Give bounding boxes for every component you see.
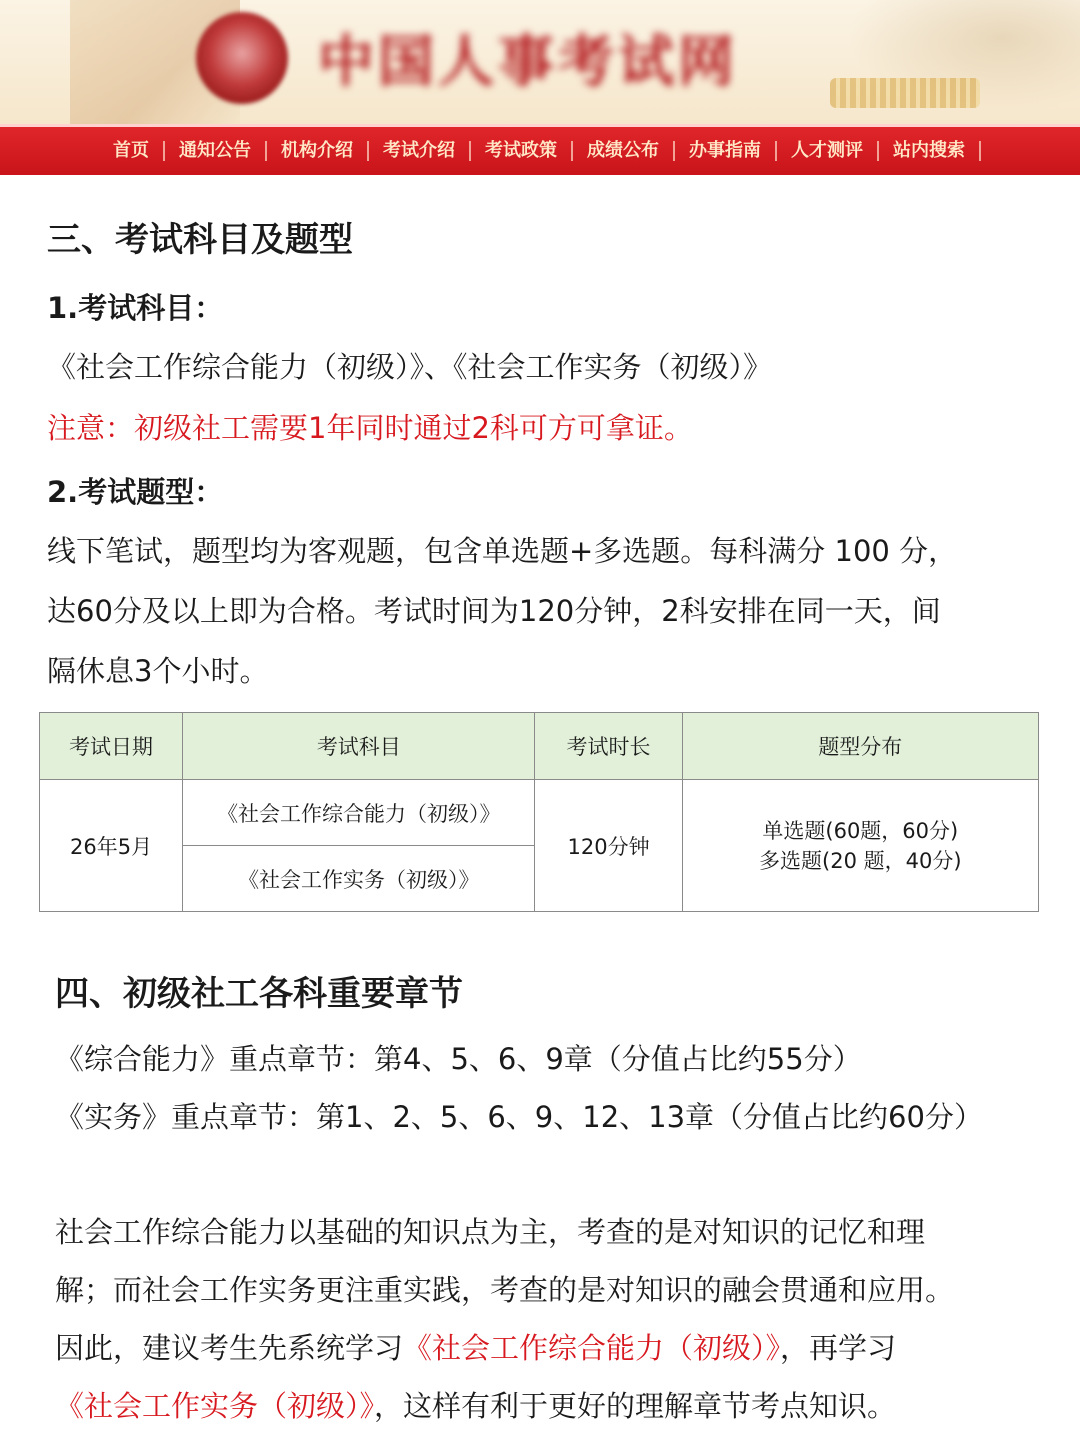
nav-item-scores[interactable]: 成绩公布 [573, 141, 675, 161]
advice-paragraph-line-1: 社会工作综合能力以基础的知识点为主，考查的是对知识的记忆和理 [55, 1215, 926, 1249]
subjects-line: 《社会工作综合能力（初级）》、《社会工作实务（初级）》 [47, 350, 773, 384]
table-cell-distribution [682, 780, 1038, 912]
table-cell-subject-1: 《社会工作综合能力（初级）》 [183, 780, 535, 846]
nav-item-exams[interactable]: 考试介绍 [369, 141, 471, 161]
distribution-multiple-choice: 多选题(20 题，40分) [759, 848, 962, 873]
table-header-date: 考试日期 [40, 713, 183, 780]
distribution-single-choice: 单选题(60题，60分) [762, 818, 959, 843]
nav-item-search[interactable]: 站内搜索 [879, 141, 981, 161]
notice-line: 注意：初级社工需要1年同时通过2科可方可拿证。 [47, 411, 693, 445]
advice-text: ，再学习 [780, 1331, 897, 1365]
table-cell-duration: 120分钟 [535, 780, 682, 912]
nav-item-assessment[interactable]: 人才测评 [777, 141, 879, 161]
table-row [40, 780, 1039, 846]
question-types-subheading: 2.考试题型： [47, 475, 224, 509]
nav-item-home[interactable]: 首页 [99, 141, 165, 161]
wheat-graphic [830, 78, 980, 108]
table-header-duration: 考试时长 [535, 713, 682, 780]
advice-text: ，这样有利于更好的理解章节考点知识。 [374, 1389, 897, 1423]
exam-schedule-table [39, 712, 1039, 912]
advice-paragraph-line-2: 解；而社会工作实务更注重实践，考查的是对知识的融会贯通和应用。 [55, 1273, 955, 1307]
advice-paragraph-line-3 [55, 1319, 896, 1377]
key-chapters-line-2: 《实务》重点章节：第1、2、5、6、9、12、13章（分值占比约60分） [55, 1100, 983, 1134]
site-banner [0, 0, 1080, 124]
subjects-subheading: 1.考试科目： [47, 291, 224, 325]
advice-text: 因此，建议考生先系统学习 [55, 1331, 404, 1365]
nav-item-policy[interactable]: 考试政策 [471, 141, 573, 161]
section4-heading: 四、初级社工各科重要章节 [55, 974, 463, 1014]
format-paragraph-line-2: 达60分及以上即为合格。考试时间为120分钟，2科安排在同一天，间 [47, 594, 941, 628]
table-header-row [40, 713, 1039, 780]
format-paragraph-line-3: 隔休息3个小时。 [47, 654, 269, 688]
site-logo-text: 中国人事考试网 [318, 30, 738, 95]
key-chapters-line-1: 《综合能力》重点章节：第4、5、6、9章（分值占比约55分） [55, 1042, 862, 1076]
highlight-book-title: 《社会工作实务（初级）》 [55, 1389, 375, 1423]
nav-item-notices[interactable]: 通知公告 [165, 141, 267, 161]
table-cell-date: 26年5月 [40, 780, 183, 912]
table-header-subject: 考试科目 [183, 713, 535, 780]
table-cell-subject-2: 《社会工作实务（初级）》 [183, 846, 535, 912]
table-header-distribution: 题型分布 [682, 713, 1038, 780]
section3-heading: 三、考试科目及题型 [47, 220, 353, 260]
nav-item-about[interactable]: 机构介绍 [267, 141, 369, 161]
main-nav [0, 124, 1080, 175]
highlight-book-title: 《社会工作综合能力（初级）》 [403, 1331, 781, 1365]
nav-item-guide[interactable]: 办事指南 [675, 141, 777, 161]
format-paragraph-line-1: 线下笔试，题型均为客观题，包含单选题+多选题。每科满分 100 分， [47, 534, 958, 568]
national-emblem-icon [196, 12, 288, 104]
advice-paragraph-line-4 [55, 1377, 896, 1435]
